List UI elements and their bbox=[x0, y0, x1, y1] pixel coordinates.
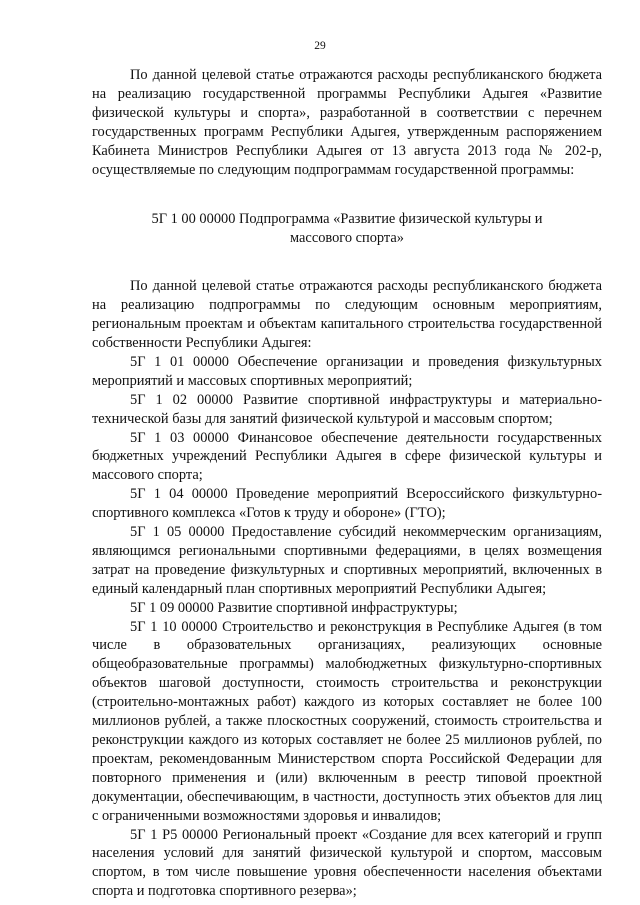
paragraph-description: По данной целевой статье отражаются расходы республиканского бюджета на реализацию подпрограммы по следующим основным мероприятиям, региональным проектам и объектам капитального строительства государственной собственности Республики Адыгея: bbox=[92, 278, 602, 351]
list-item-5g10100000: 5Г 1 01 00000 Обеспечение организации и проведения физкультурных мероприятий и массовых спортивных мероприятий; bbox=[92, 353, 602, 389]
list-item-5g1p500000: 5Г 1 P5 00000 Региональный проект «Создание для всех категорий и групп населения условий для занятий физической культурой и спортом, массовым спортом, в том числе повышение уровня обеспеченности населения объектами спорта и подготовка спортивного резерва»; bbox=[92, 826, 602, 900]
subprogram-heading: 5Г 1 00 00000 Подпрограмма «Развитие физической культуры и массового спорта» bbox=[151, 211, 543, 247]
list-item-5g10500000: 5Г 1 05 00000 Предоставление субсидий некоммерческим организациям, являющимся региональными спортивными федерациями, в целях возмещения затрат на проведение физкультурных и спортивных мероприятий, включенных в единый календарный план спортивных мероприятий Республики Адыгея; bbox=[92, 524, 602, 597]
list-item-5g10900000: 5Г 1 09 00000 Развитие спортивной инфраструктуры; bbox=[130, 599, 458, 616]
list-item-5g10300000: 5Г 1 03 00000 Финансовое обеспечение деятельности государственных бюджетных учреждений Республики Адыгея в сфере физической культуры и массового спорта; bbox=[92, 429, 602, 484]
list-item-5g11000000: 5Г 1 10 00000 Строительство и реконструкция в Республике Адыгея (в том числе в образовательных организациях, реализующих основные общеобразовательные программы) малобюджетных физкультурно-спортивных объектов шаговой доступности, стоимость строительства и реконструкции (строительно-монтажных работ) каждого из которых составляет не более 100 миллионов рублей, а также плоскостных сооружений, стоимость строительства и реконструкции каждого из которых составляет не более 25 миллионов рублей, по проектам, рекомендованным Министерством спорта Российской Федерации для повторного применения и (или) включенным в реестр типовой проектной документации, обеспечивающим, в частности, доступность этих объектов для лиц с ограниченными возможностями здоровья и инвалидов; bbox=[92, 618, 602, 824]
document-body bbox=[92, 66, 602, 901]
intro-paragraph: По данной целевой статье отражаются расходы республиканского бюджета на реализацию государственной программы Республики Адыгея «Развитие физической культуры и спорта», разработанной в соответствии с перечнем государственных программ Республики Адыгея, утвержденным распоряжением Кабинета Министров Республики Адыгея от 13 августа 2013 года № 202-р, осуществляемые по следующим подпрограммам государственной программы: bbox=[92, 67, 602, 178]
list-item-5g10200000: 5Г 1 02 00000 Развитие спортивной инфраструктуры и материально-технической базы для занятий физической культурой и массовым спортом; bbox=[92, 391, 602, 427]
page-number: 29 bbox=[314, 40, 326, 52]
list-item-5g10400000: 5Г 1 04 00000 Проведение мероприятий Всероссийского физкультурно-спортивного комплекса «Готов к труду и обороне» (ГТО); bbox=[92, 486, 602, 522]
